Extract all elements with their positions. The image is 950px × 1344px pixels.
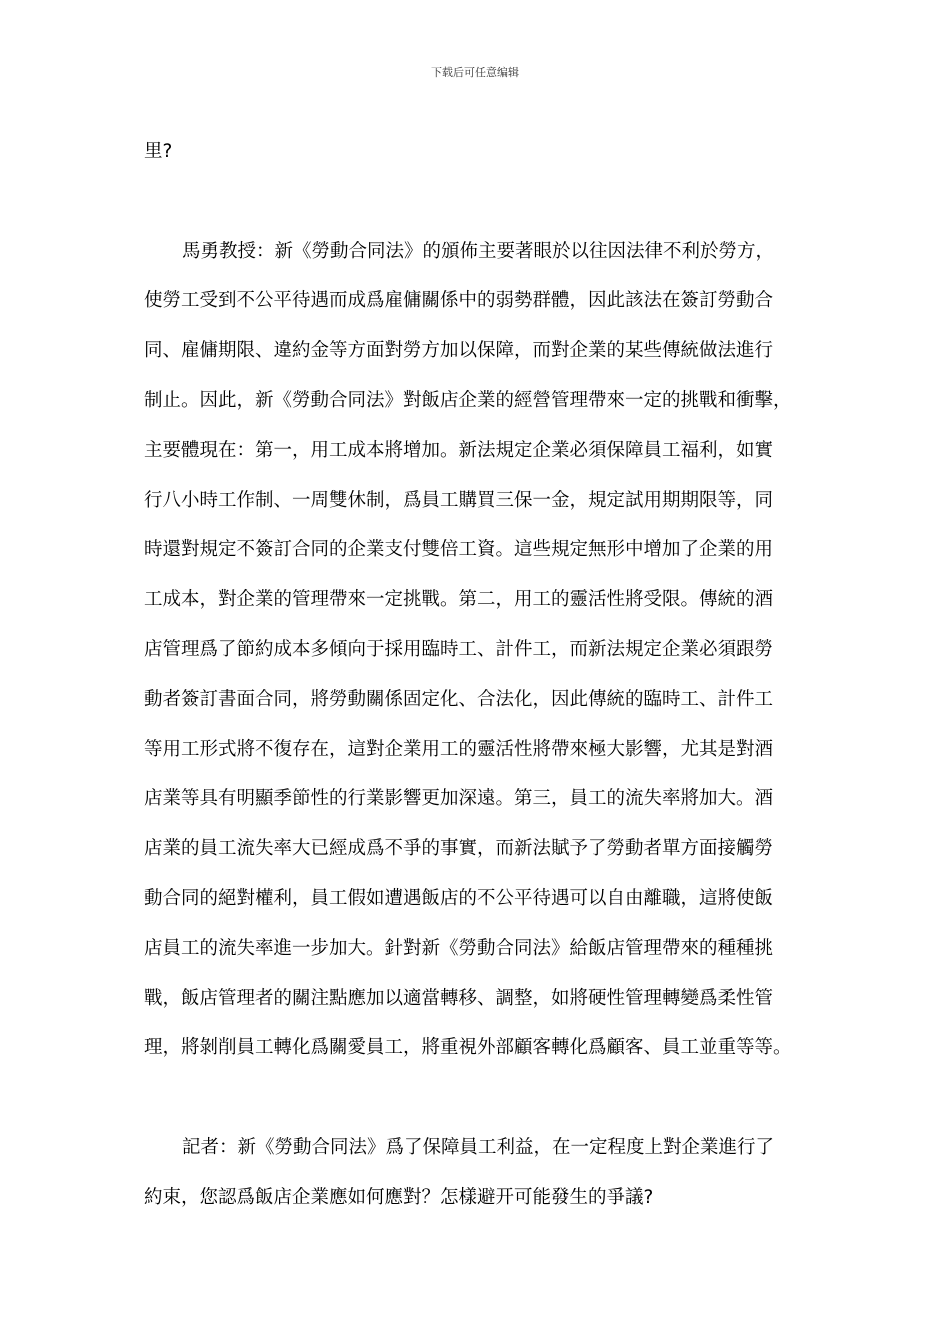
text-line: 記者：新《勞動合同法》爲了保障員工利益，在一定程度上對企業進行了 bbox=[182, 1136, 775, 1158]
paragraph-gap bbox=[144, 177, 824, 227]
text-line: 制止。因此，新《勞動合同法》對飯店企業的經營管理帶來一定的挑戰和衝擊， bbox=[144, 389, 792, 411]
text-line: 馬勇教授：新《勞動合同法》的頒佈主要著眼於以往因法律不利於勞方， bbox=[182, 240, 775, 262]
text-line: 約束，您認爲飯店企業應如何應對？怎樣避开可能發生的爭議? bbox=[144, 1186, 654, 1208]
text-line: 行八小時工作制、一周雙休制，爲員工購買三保一金，規定試用期期限等，同 bbox=[144, 489, 774, 511]
text-line: 店員工的流失率進一步加大。針對新《勞動合同法》給飯店管理帶來的種種挑 bbox=[144, 937, 774, 959]
text-line: 店業等具有明顯季節性的行業影響更加深遠。第三，員工的流失率將加大。酒 bbox=[144, 788, 774, 810]
paragraph-professor-answer bbox=[144, 227, 824, 1074]
text-line: 戰，飯店管理者的關注點應加以適當轉移、調整，如將硬性管理轉變爲柔性管 bbox=[144, 987, 774, 1009]
text-line: 動合同的絕對權利，員工假如遭遇飯店的不公平待遇可以自由離職，這將使飯 bbox=[144, 887, 774, 909]
paragraph-gap bbox=[144, 1073, 824, 1123]
text-line: 里? bbox=[144, 141, 173, 162]
text-line: 動者簽訂書面合同，將勞動關係固定化、合法化，因此傳統的臨時工、計件工 bbox=[144, 688, 774, 710]
text-line: 店業的員工流失率大已經成爲不爭的事實，而新法賦予了勞動者單方面接觸勞 bbox=[144, 838, 774, 860]
text-line: 店管理爲了節約成本多傾向于採用臨時工、計件工，而新法規定企業必須跟勞 bbox=[144, 638, 774, 660]
text-line: 時還對規定不簽訂合同的企業支付雙倍工資。這些規定無形中增加了企業的用 bbox=[144, 539, 774, 561]
text-line: 工成本，對企業的管理帶來一定挑戰。第二，用工的靈活性將受限。傳統的酒 bbox=[144, 589, 774, 611]
text-line: 使勞工受到不公平待遇而成爲雇傭關係中的弱勢群體，因此該法在簽訂勞動合 bbox=[144, 290, 774, 312]
paragraph-reporter-question bbox=[144, 1123, 824, 1223]
text-line: 同、雇傭期限、違約金等方面對勞方加以保障，而對企業的某些傳統做法進行 bbox=[144, 340, 774, 362]
text-line: 主要體現在：第一，用工成本將增加。新法規定企業必須保障員工福利，如實 bbox=[144, 439, 774, 461]
paragraph-continuation bbox=[144, 127, 824, 177]
page-header: 下载后可任意编辑 bbox=[431, 66, 519, 79]
document-body bbox=[144, 127, 824, 1223]
text-line: 理，將剝削員工轉化爲關愛員工，將重視外部顧客轉化爲顧客、員工並重等等。 bbox=[144, 1037, 792, 1059]
text-line: 等用工形式將不復存在，這對企業用工的靈活性將帶來極大影響，尤其是對酒 bbox=[144, 738, 774, 760]
